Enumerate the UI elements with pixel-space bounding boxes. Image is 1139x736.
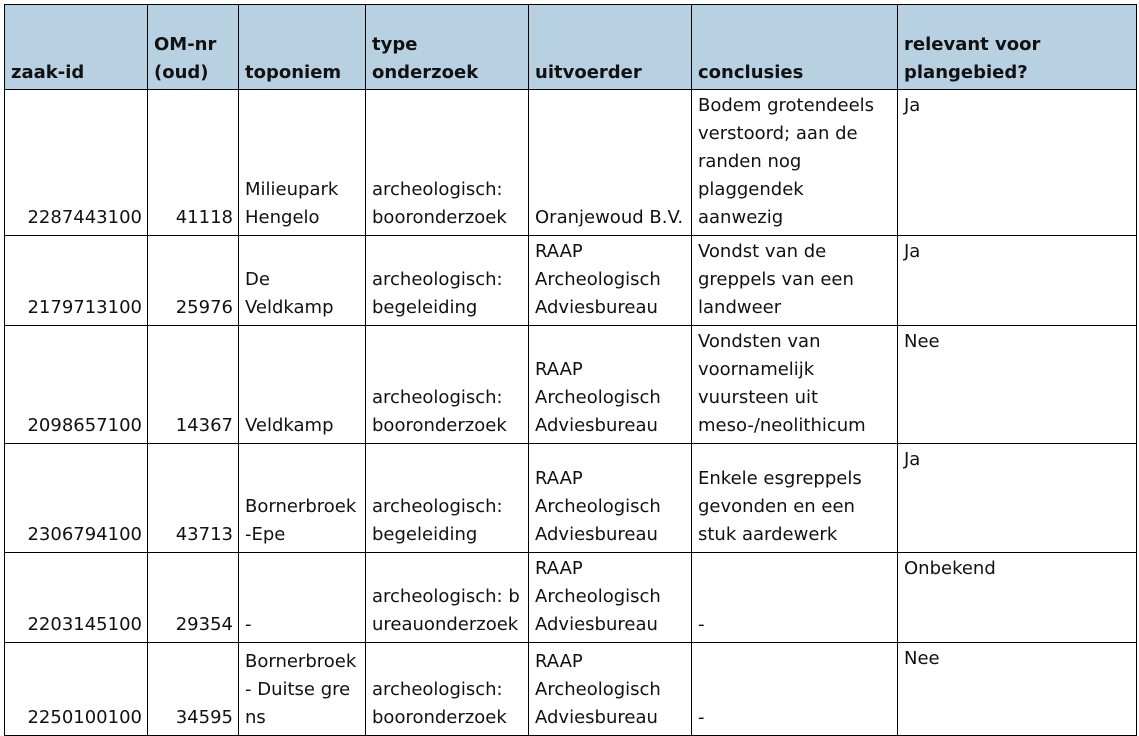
cell-om-nr: 41118 <box>148 90 239 236</box>
cell-conclusies: Vondsten van voornamelijk vuursteen uit meso-/neolithicum <box>692 326 898 444</box>
table-row <box>5 90 1137 236</box>
cell-uitvoerder: Oranjewoud B.V. <box>529 90 692 236</box>
header-zaak-id: zaak-id <box>5 5 148 90</box>
cell-zaak-id: 2179713100 <box>5 236 148 326</box>
cell-uitvoerder: RAAP Archeologisch Adviesbureau <box>529 444 692 553</box>
cell-toponiem: Veldkamp <box>239 326 366 444</box>
cell-conclusies: - <box>692 553 898 643</box>
cell-conclusies: Bodem grotendeels verstoord; aan de randen nog plaggendek aanwezig <box>692 90 898 236</box>
header-om-nr: OM-nr (oud) <box>148 5 239 90</box>
cell-relevant: Ja <box>898 90 1137 236</box>
cell-relevant: Ja <box>898 236 1137 326</box>
cell-zaak-id: 2098657100 <box>5 326 148 444</box>
cell-zaak-id: 2306794100 <box>5 444 148 553</box>
cell-uitvoerder: RAAP Archeologisch Adviesbureau <box>529 553 692 643</box>
cell-uitvoerder: RAAP Archeologisch Adviesbureau <box>529 326 692 444</box>
header-toponiem: toponiem <box>239 5 366 90</box>
cell-om-nr: 34595 <box>148 643 239 736</box>
cell-toponiem: De Veldkamp <box>239 236 366 326</box>
cell-toponiem: Bornerbroek-Epe <box>239 444 366 553</box>
cell-relevant: Nee <box>898 643 1137 736</box>
cell-relevant: Nee <box>898 326 1137 444</box>
header-uitvoerder: uitvoerder <box>529 5 692 90</box>
cell-om-nr: 14367 <box>148 326 239 444</box>
cell-type-onderzoek: archeologisch: begeleiding <box>366 236 529 326</box>
cell-conclusies: Enkele esgreppels gevonden en een stuk aardewerk <box>692 444 898 553</box>
table-row <box>5 643 1137 736</box>
cell-toponiem: - <box>239 553 366 643</box>
header-row <box>5 5 1137 90</box>
cell-toponiem: Bornerbroek - Duitse grens <box>239 643 366 736</box>
table-row <box>5 236 1137 326</box>
cell-om-nr: 29354 <box>148 553 239 643</box>
cell-type-onderzoek: archeologisch: booronderzoek <box>366 643 529 736</box>
cell-uitvoerder: RAAP Archeologisch Adviesbureau <box>529 643 692 736</box>
table-row <box>5 444 1137 553</box>
cell-zaak-id: 2250100100 <box>5 643 148 736</box>
cell-relevant: Ja <box>898 444 1137 553</box>
cell-zaak-id: 2203145100 <box>5 553 148 643</box>
table-row <box>5 326 1137 444</box>
cell-type-onderzoek: archeologisch: begeleiding <box>366 444 529 553</box>
archaeology-table <box>4 4 1137 736</box>
header-conclusies: conclusies <box>692 5 898 90</box>
cell-conclusies: - <box>692 643 898 736</box>
cell-conclusies: Vondst van de greppels van een landweer <box>692 236 898 326</box>
header-type-onderzoek: type onderzoek <box>366 5 529 90</box>
cell-om-nr: 25976 <box>148 236 239 326</box>
cell-relevant: Onbekend <box>898 553 1137 643</box>
cell-zaak-id: 2287443100 <box>5 90 148 236</box>
cell-toponiem: Milieupark Hengelo <box>239 90 366 236</box>
cell-type-onderzoek: archeologisch: booronderzoek <box>366 90 529 236</box>
cell-om-nr: 43713 <box>148 444 239 553</box>
cell-type-onderzoek: archeologisch: booronderzoek <box>366 326 529 444</box>
cell-uitvoerder: RAAP Archeologisch Adviesbureau <box>529 236 692 326</box>
cell-type-onderzoek: archeologisch: bureauonderzoek <box>366 553 529 643</box>
header-relevant: relevant voor plangebied? <box>898 5 1137 90</box>
table-row <box>5 553 1137 643</box>
